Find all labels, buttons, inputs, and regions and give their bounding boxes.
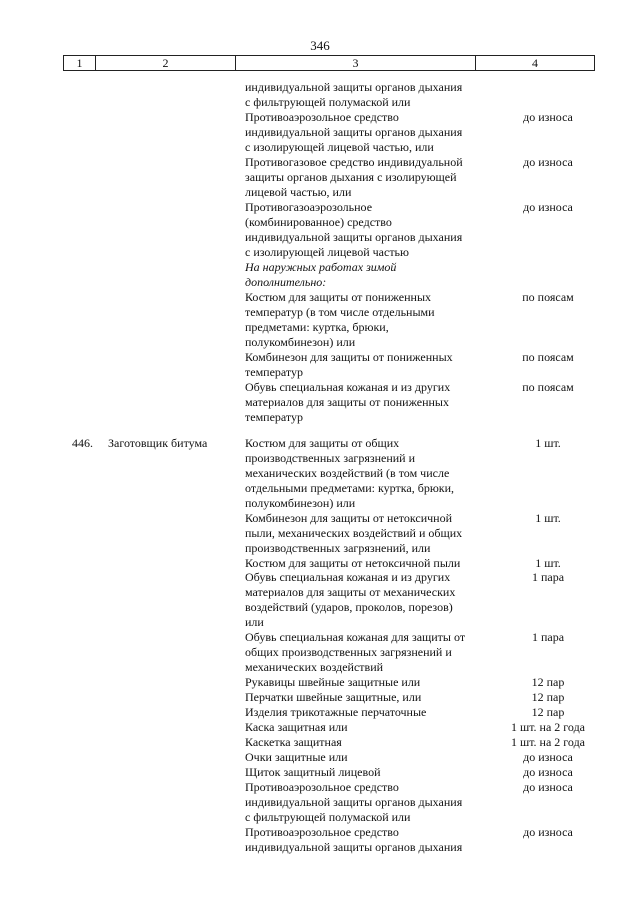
item-line: Очки защитные или [245,750,348,764]
item-line: полукомбинезон) или [245,335,356,349]
item-line: температур [245,365,304,379]
issue-norm: 1 шт. [535,556,561,570]
item-line: с фильтрующей полумаской или [245,95,411,109]
issue-norm: 12 пар [531,690,565,704]
item-line: Костюм для защиты от пониженных [245,290,432,304]
item-line: Комбинезон для защиты от пониженных [245,350,453,364]
item-line: (комбинированное) средство [245,215,392,229]
item-line: Комбинезон для защиты от нетоксичной [245,511,453,525]
issue-norm: до износа [523,825,573,839]
issue-norm: до износа [523,780,573,794]
issue-norm: по поясам [522,350,574,364]
item-line: Противогазоаэрозольное [245,200,373,214]
item-line: Обувь специальная кожаная для защиты от [245,630,466,644]
item-line: с изолирующей лицевой частью, или [245,140,434,154]
entry-number: 446. [72,436,93,450]
item-line: механических воздействий [245,660,384,674]
item-line: с изолирующей лицевой частью [245,245,409,259]
item-line: производственных загрязнений, или [245,541,431,555]
item-line: температур (в том числе отдельными [245,305,435,319]
item-line: Противоаэрозольное средство [245,780,399,794]
item-line: температур [245,410,304,424]
issue-norm: 12 пар [531,675,565,689]
issue-norm: до износа [523,765,573,779]
item-line: Обувь специальная кожаная и из других [245,380,451,394]
item-line: индивидуальной защиты органов дыхания [245,80,463,94]
item-line: индивидуальной защиты органов дыхания [245,125,463,139]
item-line: материалов для защиты от пониженных [245,395,449,409]
column-header-row [63,55,595,71]
italic-subheading-line: На наружных работах зимой [245,260,397,274]
issue-norm: 12 пар [531,705,565,719]
item-line: Щиток защитный лицевой [245,765,381,779]
item-line: пыли, механических воздействий и общих [245,526,463,540]
issue-norm: до износа [523,155,573,169]
item-line: воздействий (ударов, проколов, порезов) [245,600,453,614]
item-line: Каскетка защитная [245,735,342,749]
issue-norm: 1 шт. на 2 года [510,735,586,749]
item-line: Противогазовое средство индивидуальной [245,155,463,169]
item-line: индивидуальной защиты органов дыхания [245,840,463,854]
profession-name: Заготовщик битума [108,436,208,450]
issue-norm: 1 пара [531,570,565,584]
item-line: Изделия трикотажные перчаточные [245,705,427,719]
item-line: механических воздействий (в том числе [245,466,450,480]
item-line: предметами: куртка, брюки, [245,320,389,334]
item-line: индивидуальной защиты органов дыхания [245,230,463,244]
issue-norm: до износа [523,750,573,764]
item-line: полукомбинезон) или [245,496,356,510]
item-line: защиты органов дыхания с изолирующей [245,170,457,184]
item-line: с фильтрующей полумаской или [245,810,411,824]
item-line: Каска защитная или [245,720,348,734]
issue-norm: 1 шт. [535,511,561,525]
item-line: отдельными предметами: куртка, брюки, [245,481,455,495]
item-line: Перчатки швейные защитные, или [245,690,422,704]
item-line: индивидуальной защиты органов дыхания [245,795,463,809]
column-header-3: 3 [236,56,476,70]
item-line: Рукавицы швейные защитные или [245,675,421,689]
column-header-1: 1 [64,56,96,70]
issue-norm: до износа [523,110,573,124]
italic-subheading-line: дополнительно: [245,275,327,289]
item-line: или [245,615,264,629]
column-header-2: 2 [96,56,236,70]
issue-norm: до износа [523,200,573,214]
item-line: Противоаэрозольное средство [245,825,399,839]
item-line: Обувь специальная кожаная и из других [245,570,451,584]
item-line: общих производственных загрязнений и [245,645,452,659]
issue-norm: 1 шт. на 2 года [510,720,586,734]
item-line: Костюм для защиты от общих [245,436,400,450]
item-line: лицевой частью, или [245,185,352,199]
item-line: Костюм для защиты от нетоксичной пыли [245,556,461,570]
item-line: производственных загрязнений и [245,451,416,465]
item-line: материалов для защиты от механических [245,585,456,599]
column-header-4: 4 [532,56,538,70]
issue-norm: по поясам [522,290,574,304]
issue-norm: 1 пара [531,630,565,644]
issue-norm: 1 шт. [535,436,561,450]
item-line: Противоаэрозольное средство [245,110,399,124]
page-number: 346 [310,38,330,53]
issue-norm: по поясам [522,380,574,394]
